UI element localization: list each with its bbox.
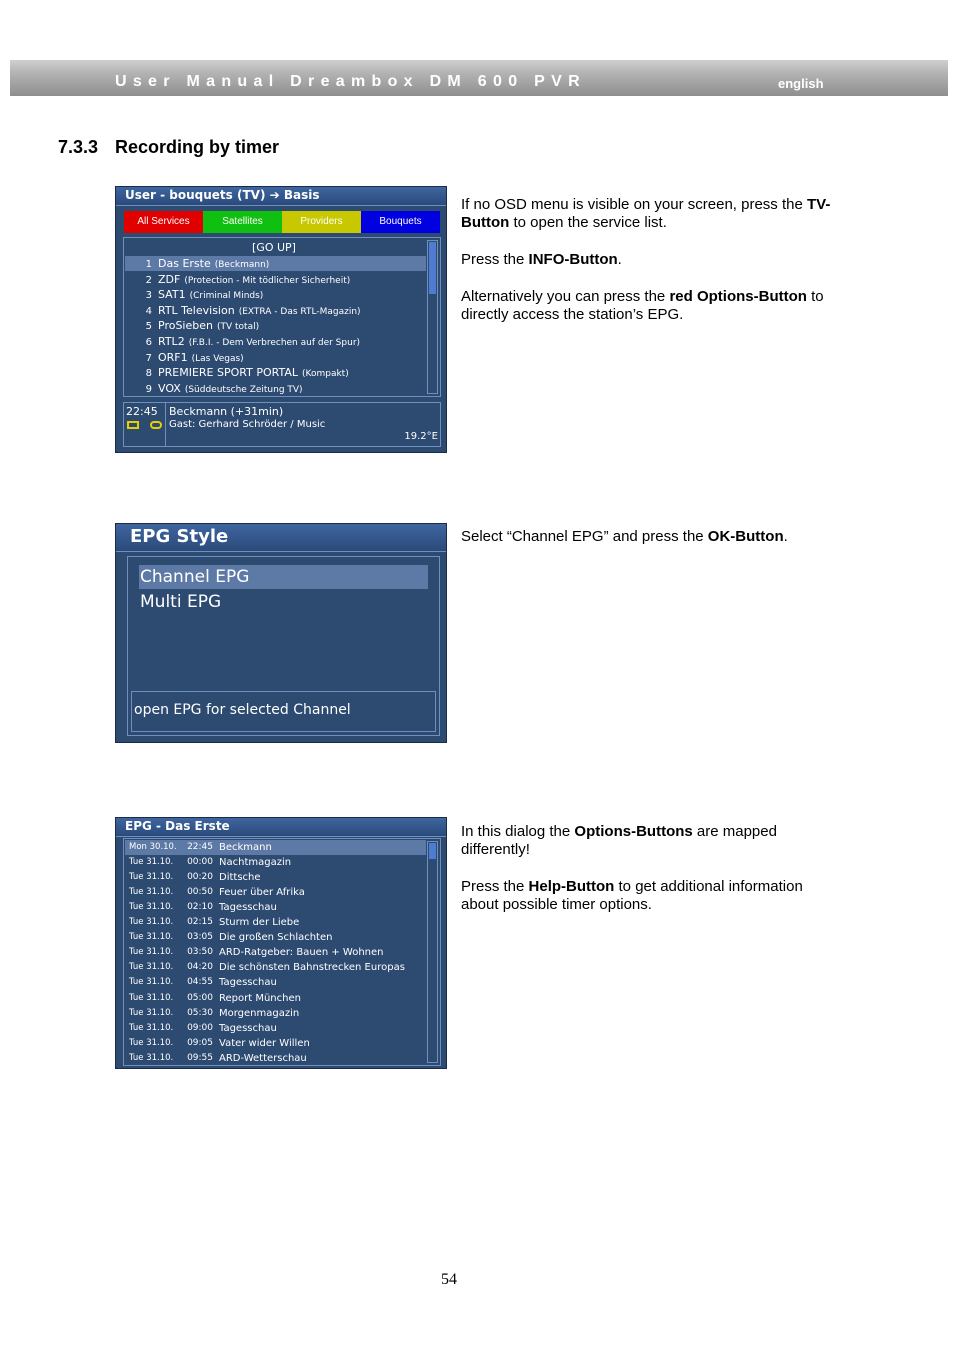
service-number: 2 bbox=[145, 274, 152, 286]
epg-event-row[interactable] bbox=[125, 991, 426, 1006]
event-date: Tue 31.10. bbox=[129, 947, 174, 958]
instructions-service-list bbox=[461, 196, 841, 343]
event-start-time: 09:05 bbox=[187, 1037, 213, 1048]
service-name: VOX bbox=[158, 381, 181, 395]
header-bar bbox=[10, 60, 948, 96]
service-row[interactable] bbox=[125, 365, 426, 380]
satellite-position: 19.2°E bbox=[404, 431, 438, 442]
service-number: 6 bbox=[145, 337, 152, 348]
event-start-time: 02:10 bbox=[187, 902, 213, 913]
instruction-paragraph bbox=[461, 288, 841, 324]
service-number: 8 bbox=[145, 368, 152, 380]
dolby-icon bbox=[127, 421, 139, 429]
epg-event-row[interactable] bbox=[125, 1006, 426, 1021]
event-name: Tagesschau bbox=[219, 1022, 277, 1034]
epg-event-row[interactable] bbox=[125, 885, 426, 900]
service-number: 1 bbox=[145, 259, 152, 270]
instruction-paragraph bbox=[461, 196, 841, 232]
service-name: ProSieben bbox=[158, 319, 213, 333]
service-current-event: (TV total) bbox=[216, 322, 260, 333]
service-tabs bbox=[124, 211, 440, 233]
tab-bouquets[interactable]: Bouquets bbox=[361, 211, 440, 233]
service-current-event: (F.B.I. - Dem Verbrechen auf der Spur) bbox=[188, 338, 361, 348]
event-date: Tue 31.10. bbox=[129, 857, 174, 868]
event-title: Beckmann (+31min) bbox=[169, 405, 284, 418]
header-title: User Manual Dreambox DM 600 PVR bbox=[115, 73, 586, 90]
service-row[interactable] bbox=[125, 272, 426, 287]
epg-event-row[interactable] bbox=[125, 870, 426, 885]
event-start-time: 05:30 bbox=[187, 1007, 213, 1018]
service-row[interactable] bbox=[125, 303, 426, 318]
section-title: Recording by timer bbox=[115, 137, 280, 157]
button-name: TV-Button bbox=[461, 196, 831, 231]
event-name: Tagesschau bbox=[219, 977, 277, 989]
service-scrollbar[interactable] bbox=[427, 240, 438, 394]
epg-event-row[interactable] bbox=[125, 930, 426, 945]
epg-event-row[interactable] bbox=[125, 840, 426, 855]
service-list-titlebar bbox=[116, 187, 446, 206]
event-start-time: 03:05 bbox=[187, 932, 213, 943]
service-name: Das Erste bbox=[158, 257, 211, 270]
event-name: ARD-Wetterschau bbox=[219, 1052, 307, 1064]
event-start-time: 09:00 bbox=[187, 1022, 213, 1033]
event-start-time: 03:50 bbox=[187, 947, 213, 958]
service-name: ORF1 bbox=[158, 350, 188, 364]
event-name: Tagesschau bbox=[219, 902, 277, 914]
epg-style-description-box bbox=[131, 691, 436, 732]
instruction-text: to get additional information about possible timer options. bbox=[461, 878, 803, 913]
instruction-paragraph bbox=[461, 528, 841, 546]
channel-epg-option[interactable]: Channel EPG bbox=[139, 565, 428, 589]
instruction-text: . bbox=[617, 251, 622, 268]
event-date: Tue 31.10. bbox=[129, 992, 174, 1003]
event-name: ARD-Ratgeber: Bauen + Wohnen bbox=[219, 947, 384, 959]
event-start-time: 09:55 bbox=[187, 1052, 213, 1063]
instruction-text: Press the bbox=[461, 878, 529, 895]
service-scrollbar-thumb[interactable] bbox=[429, 242, 436, 294]
service-current-event: (Criminal Minds) bbox=[189, 291, 264, 302]
section-number: 7.3.3 bbox=[58, 137, 99, 157]
epg-style-list bbox=[127, 556, 440, 736]
event-start-time: 22:45 bbox=[187, 842, 213, 852]
event-date: Tue 31.10. bbox=[129, 1052, 174, 1063]
event-name: Beckmann bbox=[219, 842, 272, 853]
event-name: Dittsche bbox=[219, 872, 261, 884]
service-list-title: User - bouquets (TV) ➔ Basis bbox=[125, 188, 320, 202]
event-name: Feuer über Afrika bbox=[219, 887, 305, 899]
event-date: Tue 31.10. bbox=[129, 872, 174, 883]
instruction-text: Alternatively you can press the bbox=[461, 288, 670, 305]
event-date: Tue 31.10. bbox=[129, 1022, 174, 1033]
event-name: Vater wider Willen bbox=[219, 1037, 310, 1049]
instruction-text: . bbox=[783, 528, 788, 545]
event-start-time: 04:20 bbox=[187, 962, 213, 973]
epg-event-row[interactable] bbox=[125, 855, 426, 870]
event-start-time: 00:00 bbox=[187, 857, 213, 868]
epg-event-list bbox=[123, 838, 441, 1066]
tab-providers[interactable]: Providers bbox=[282, 211, 361, 233]
page-number: 54 bbox=[441, 1271, 457, 1288]
service-list bbox=[123, 237, 441, 397]
button-name: red Options-Button bbox=[669, 288, 807, 305]
service-current-event: (Beckmann) bbox=[214, 260, 270, 270]
event-start-time: 02:15 bbox=[187, 917, 213, 928]
event-date: Tue 31.10. bbox=[129, 887, 174, 898]
instruction-paragraph bbox=[461, 251, 841, 269]
epg-list-titlebar bbox=[116, 818, 446, 837]
service-name: RTL Television bbox=[158, 303, 235, 317]
epg-event-row[interactable] bbox=[125, 900, 426, 915]
event-start-time: 00:20 bbox=[187, 872, 213, 883]
service-number: 3 bbox=[145, 290, 152, 302]
epg-event-row[interactable] bbox=[125, 915, 426, 930]
epg-style-title: EPG Style bbox=[130, 526, 229, 547]
epg-event-row[interactable] bbox=[125, 1051, 426, 1066]
event-date: Tue 31.10. bbox=[129, 917, 174, 928]
epg-scrollbar[interactable] bbox=[427, 841, 438, 1063]
event-name: Morgenmagazin bbox=[219, 1007, 300, 1019]
instruction-text: to directly access the station’s EPG. bbox=[461, 288, 824, 323]
event-date: Tue 31.10. bbox=[129, 1007, 174, 1018]
section-heading bbox=[58, 137, 279, 158]
epg-event-row[interactable] bbox=[125, 1021, 426, 1036]
service-current-event: (EXTRA - Das RTL-Magazin) bbox=[238, 306, 361, 317]
service-name: PREMIERE SPORT PORTAL bbox=[158, 366, 298, 380]
service-row[interactable] bbox=[125, 287, 426, 302]
instruction-paragraph bbox=[461, 878, 841, 914]
service-current-event: (Kompakt) bbox=[302, 369, 349, 380]
event-date: Mon 30.10. bbox=[129, 842, 177, 852]
event-name: Sturm der Liebe bbox=[219, 917, 300, 929]
epg-event-row[interactable] bbox=[125, 945, 426, 960]
event-date: Tue 31.10. bbox=[129, 1037, 174, 1048]
instruction-text: Press the bbox=[461, 251, 529, 268]
epg-style-screenshot bbox=[115, 523, 447, 743]
event-date: Tue 31.10. bbox=[129, 977, 174, 988]
service-row[interactable] bbox=[125, 381, 426, 396]
instruction-text: are mapped differently! bbox=[461, 823, 777, 858]
header-language: english bbox=[778, 76, 824, 91]
service-number: 4 bbox=[145, 305, 152, 317]
info-divider bbox=[165, 403, 166, 446]
epg-style-description: open EPG for selected Channel bbox=[134, 702, 351, 718]
instruction-text: In this dialog the bbox=[461, 823, 575, 840]
event-description: Gast: Gerhard Schröder / Music bbox=[169, 419, 326, 430]
button-name: Options-Buttons bbox=[574, 823, 693, 840]
service-current-event: (Süddeutsche Zeitung TV) bbox=[184, 384, 303, 395]
multi-epg-option[interactable]: Multi EPG bbox=[140, 592, 222, 612]
event-name: Die großen Schlachten bbox=[219, 932, 333, 944]
event-name: Nachtmagazin bbox=[219, 857, 292, 869]
go-up-item[interactable]: [GO UP] bbox=[252, 241, 296, 254]
service-number: 9 bbox=[145, 383, 152, 395]
epg-event-row[interactable] bbox=[125, 975, 426, 990]
service-current-event: (Protection - Mit tödlicher Sicherheit) bbox=[184, 275, 351, 286]
instruction-paragraph bbox=[461, 823, 841, 859]
service-row[interactable] bbox=[125, 256, 426, 271]
tab-all-services[interactable]: All Services bbox=[124, 211, 203, 233]
event-start-time: 00:50 bbox=[187, 887, 213, 898]
event-name: Report München bbox=[219, 992, 301, 1004]
instructions-epg-style bbox=[461, 528, 841, 565]
event-name: Die schönsten Bahnstrecken Europas bbox=[219, 962, 405, 974]
instruction-text: to open the service list. bbox=[509, 214, 667, 231]
event-info-panel bbox=[123, 402, 441, 447]
event-time: 22:45 bbox=[126, 405, 158, 418]
event-date: Tue 31.10. bbox=[129, 932, 174, 943]
tab-satellites[interactable]: Satellites bbox=[203, 211, 282, 233]
button-name: INFO-Button bbox=[528, 251, 618, 268]
instructions-epg-list bbox=[461, 823, 841, 933]
service-current-event: (Las Vegas) bbox=[191, 353, 244, 364]
service-name: SAT1 bbox=[158, 288, 186, 302]
service-row[interactable] bbox=[125, 334, 426, 349]
service-name: ZDF bbox=[158, 272, 181, 286]
epg-event-row[interactable] bbox=[125, 960, 426, 975]
event-date: Tue 31.10. bbox=[129, 962, 174, 973]
epg-list-screenshot bbox=[115, 817, 447, 1069]
button-name: OK-Button bbox=[707, 528, 784, 545]
instruction-text: If no OSD menu is visible on your screen, press the bbox=[461, 196, 807, 213]
service-number: 7 bbox=[145, 352, 152, 364]
service-row[interactable] bbox=[125, 318, 426, 333]
audio-icon bbox=[150, 421, 162, 429]
instruction-text: Select “Channel EPG” and press the bbox=[461, 528, 708, 545]
service-name: RTL2 bbox=[158, 335, 185, 348]
event-start-time: 04:55 bbox=[187, 977, 213, 988]
epg-style-titlebar bbox=[116, 524, 446, 552]
event-date: Tue 31.10. bbox=[129, 902, 174, 913]
epg-list-title: EPG - Das Erste bbox=[125, 819, 230, 833]
service-list-screenshot bbox=[115, 186, 447, 453]
service-number: 5 bbox=[145, 321, 152, 333]
epg-event-row[interactable] bbox=[125, 1036, 426, 1051]
event-start-time: 05:00 bbox=[187, 992, 213, 1003]
button-name: Help-Button bbox=[528, 878, 615, 895]
epg-scrollbar-thumb[interactable] bbox=[429, 843, 436, 859]
service-row[interactable] bbox=[125, 350, 426, 365]
